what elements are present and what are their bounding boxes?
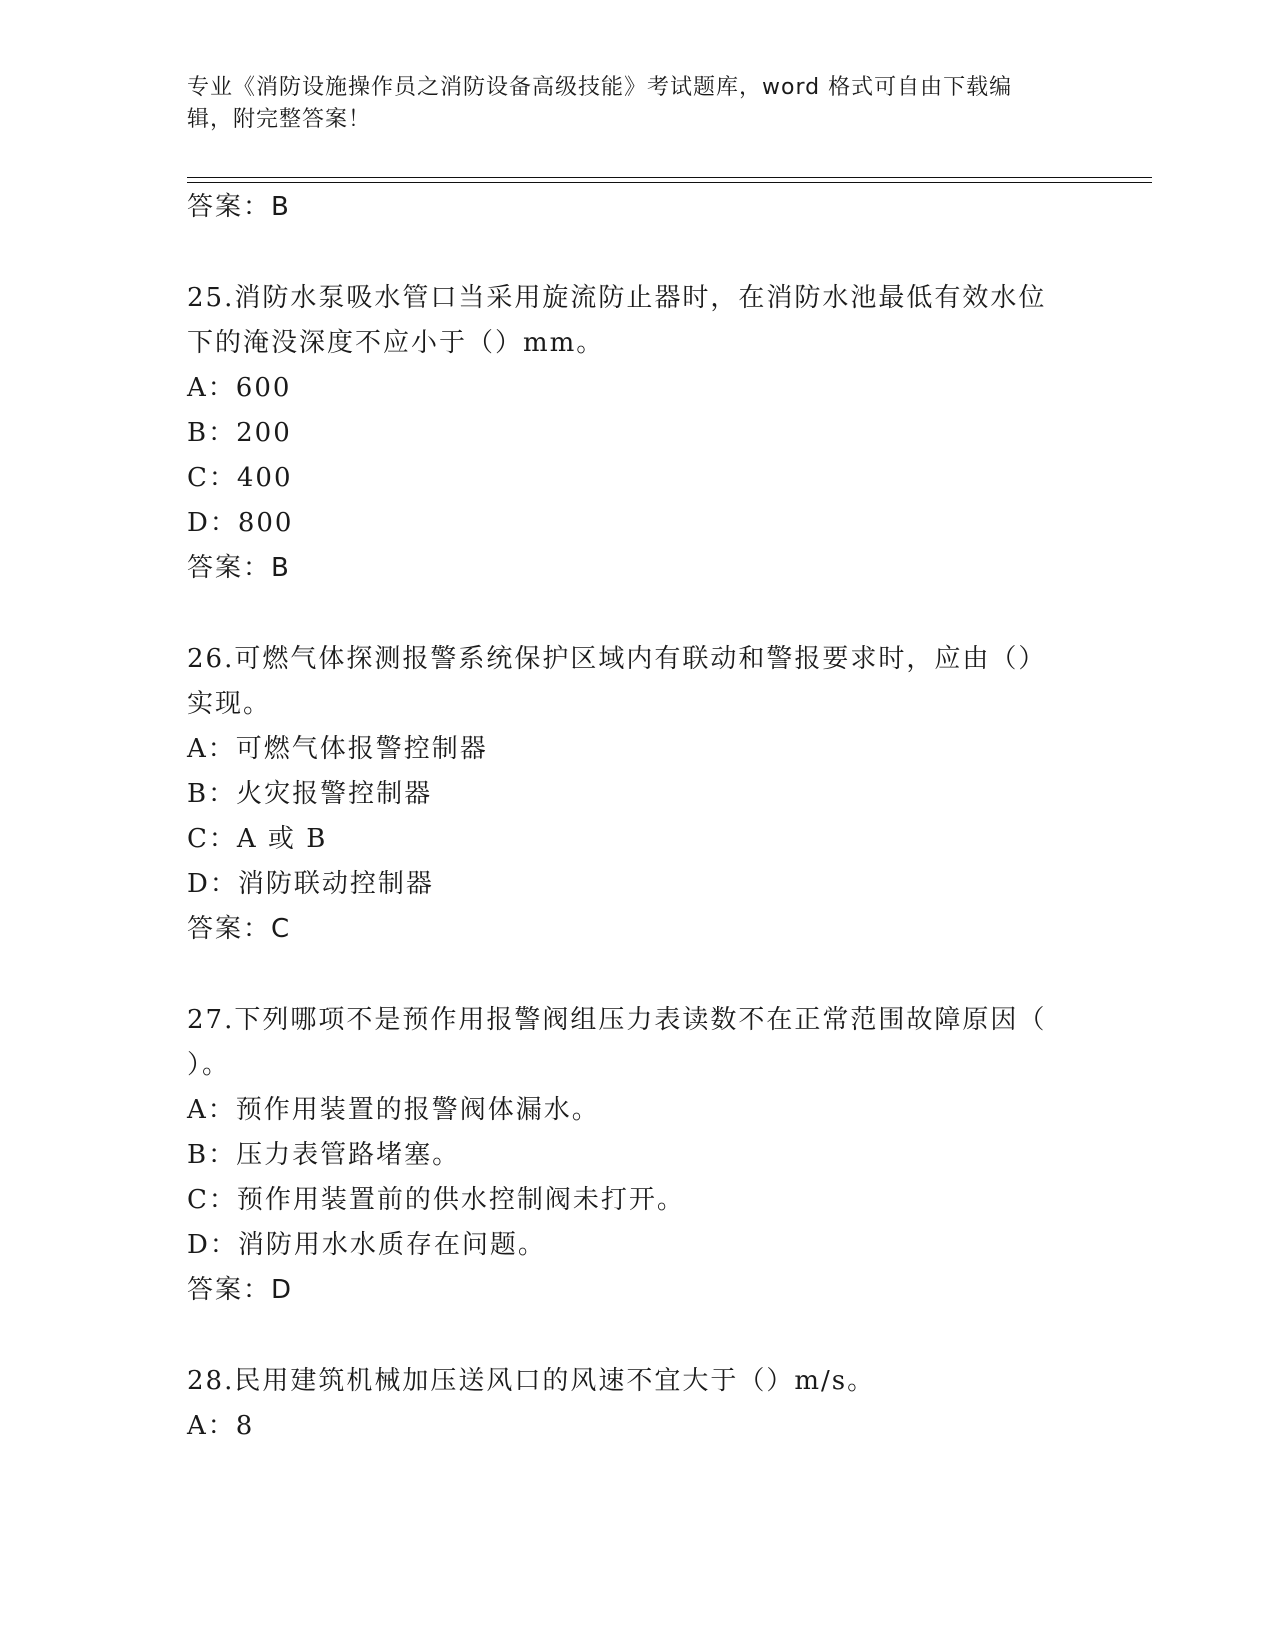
question-27-option-b: B：压力表管路堵塞。 xyxy=(187,1140,461,1170)
question-27-option-d: D：消防用水水质存在问题。 xyxy=(187,1230,546,1260)
question-25-stem-line-2: 下的淹没深度不应小于（）mm。 xyxy=(187,328,605,358)
header-line-2: 辑，附完整答案！ xyxy=(187,107,372,132)
header-divider-bottom xyxy=(187,182,1152,183)
question-25-option-b: B：200 xyxy=(187,418,292,448)
question-26-answer: 答案：C xyxy=(187,914,292,944)
question-26-option-c: C：A 或 B xyxy=(187,824,328,854)
question-25-option-d: D：800 xyxy=(187,508,294,538)
question-25-option-a: A：600 xyxy=(187,373,292,403)
question-26-option-b: B：火灾报警控制器 xyxy=(187,779,433,809)
question-26-option-a: A：可燃气体报警控制器 xyxy=(187,734,488,764)
question-28-stem-line-1: 28.民用建筑机械加压送风口的风速不宜大于（）m/s。 xyxy=(187,1366,876,1396)
question-27-option-a: A：预作用装置的报警阀体漏水。 xyxy=(187,1095,600,1125)
question-26-stem-line-1: 26.可燃气体探测报警系统保护区域内有联动和警报要求时，应由（） xyxy=(187,644,1047,674)
question-27-answer: 答案：D xyxy=(187,1275,294,1305)
header-divider-top xyxy=(187,177,1152,178)
previous-answer: 答案：B xyxy=(187,192,291,222)
question-27-option-c: C：预作用装置前的供水控制阀未打开。 xyxy=(187,1185,685,1215)
header-line-1: 专业《消防设施操作员之消防设备高级技能》考试题库，word 格式可自由下载编 xyxy=(187,75,1013,100)
question-28-option-a: A：8 xyxy=(187,1411,255,1441)
question-25-answer: 答案：B xyxy=(187,553,291,583)
question-26-stem-line-2: 实现。 xyxy=(187,689,272,719)
question-27-stem-line-1: 27.下列哪项不是预作用报警阀组压力表读数不在正常范围故障原因（ xyxy=(187,1005,1047,1035)
question-27-stem-line-2: ）。 xyxy=(187,1050,231,1080)
question-25-stem-line-1: 25.消防水泵吸水管口当采用旋流防止器时，在消防水池最低有效水位 xyxy=(187,283,1047,313)
question-26-option-d: D：消防联动控制器 xyxy=(187,869,434,899)
document-header xyxy=(187,72,1067,136)
question-25-option-c: C：400 xyxy=(187,463,293,493)
